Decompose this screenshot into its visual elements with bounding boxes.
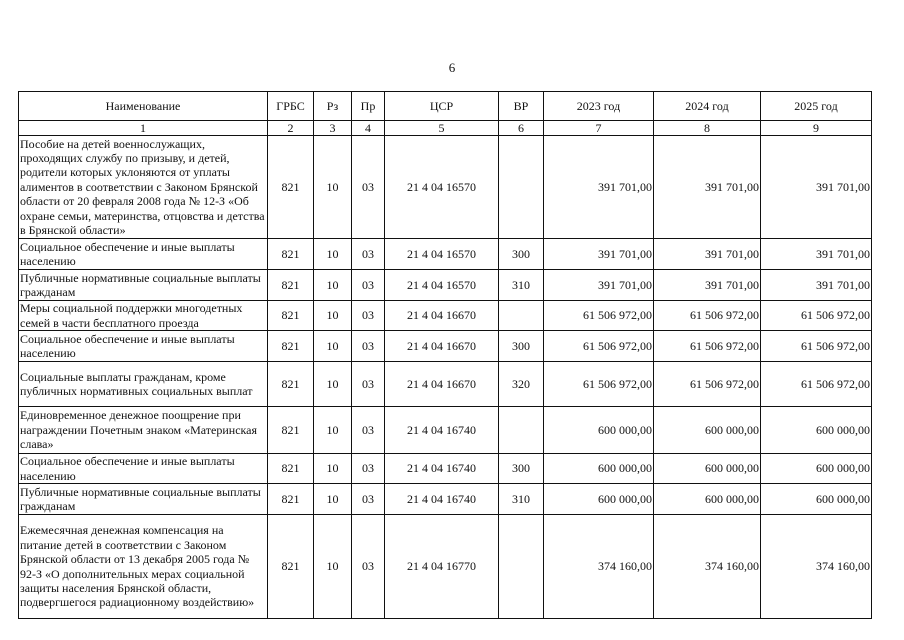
row-grbs: 821 <box>268 484 314 515</box>
table-row <box>19 362 872 407</box>
row-pr: 03 <box>352 407 385 454</box>
table-row <box>19 301 872 331</box>
row-vr: 320 <box>499 362 544 407</box>
table-row <box>19 484 872 515</box>
row-vr <box>499 301 544 331</box>
header-name: Наименование <box>19 92 268 121</box>
row-pr: 03 <box>352 301 385 331</box>
header-grbs: ГРБС <box>268 92 314 121</box>
row-rz: 10 <box>314 362 352 407</box>
row-grbs: 821 <box>268 136 314 239</box>
row-name: Ежемесячная денежная компенсация на питание детей в соответствии с Законом Брянской области от 13 декабря 2005 года № 92-З «О дополнительных мерах социальной защиты населения Брянской области, подвергшегося радиационному воздействию» <box>19 515 268 619</box>
row-vr: 310 <box>499 484 544 515</box>
row-vr <box>499 407 544 454</box>
row-pr: 03 <box>352 239 385 270</box>
row-csr: 21 4 04 16670 <box>385 301 499 331</box>
table-row <box>19 407 872 454</box>
row-amount-2025: 61 506 972,00 <box>761 301 872 331</box>
row-amount-2025: 391 701,00 <box>761 136 872 239</box>
header-2025: 2025 год <box>761 92 872 121</box>
row-grbs: 821 <box>268 270 314 301</box>
row-amount-2024: 600 000,00 <box>654 484 761 515</box>
row-rz: 10 <box>314 331 352 362</box>
row-vr <box>499 515 544 619</box>
row-grbs: 821 <box>268 454 314 484</box>
row-vr <box>499 136 544 239</box>
row-pr: 03 <box>352 362 385 407</box>
header-2024: 2024 год <box>654 92 761 121</box>
row-amount-2023: 61 506 972,00 <box>544 331 654 362</box>
row-amount-2024: 61 506 972,00 <box>654 331 761 362</box>
table-row <box>19 270 872 301</box>
row-rz: 10 <box>314 270 352 301</box>
row-rz: 10 <box>314 136 352 239</box>
row-pr: 03 <box>352 484 385 515</box>
row-amount-2023: 374 160,00 <box>544 515 654 619</box>
row-grbs: 821 <box>268 407 314 454</box>
row-amount-2023: 391 701,00 <box>544 270 654 301</box>
row-vr: 310 <box>499 270 544 301</box>
row-pr: 03 <box>352 270 385 301</box>
row-rz: 10 <box>314 301 352 331</box>
row-name: Пособие на детей военнослужащих, проходящих службу по призыву, и детей, родители которых уклоняются от уплаты алиментов в соответствии с Законом Брянской области от 20 февраля 2008 года № 12-З «Об охране семьи, материнства, отцовства и детства в Брянской области» <box>19 136 268 239</box>
row-amount-2023: 61 506 972,00 <box>544 301 654 331</box>
page-number: 6 <box>448 60 456 75</box>
row-amount-2024: 600 000,00 <box>654 407 761 454</box>
row-csr: 21 4 04 16770 <box>385 515 499 619</box>
column-number: 5 <box>385 121 499 136</box>
row-pr: 03 <box>352 454 385 484</box>
header-rz: Рз <box>314 92 352 121</box>
row-amount-2025: 61 506 972,00 <box>761 362 872 407</box>
row-pr: 03 <box>352 515 385 619</box>
row-amount-2024: 61 506 972,00 <box>654 362 761 407</box>
row-csr: 21 4 04 16740 <box>385 407 499 454</box>
table-row <box>19 136 872 239</box>
header-vr: ВР <box>499 92 544 121</box>
header-pr: Пр <box>352 92 385 121</box>
row-amount-2025: 600 000,00 <box>761 454 872 484</box>
row-csr: 21 4 04 16670 <box>385 331 499 362</box>
row-amount-2025: 391 701,00 <box>761 270 872 301</box>
row-amount-2023: 391 701,00 <box>544 239 654 270</box>
row-grbs: 821 <box>268 331 314 362</box>
row-rz: 10 <box>314 515 352 619</box>
header-csr: ЦСР <box>385 92 499 121</box>
column-number: 3 <box>314 121 352 136</box>
row-csr: 21 4 04 16740 <box>385 484 499 515</box>
row-rz: 10 <box>314 239 352 270</box>
row-csr: 21 4 04 16570 <box>385 136 499 239</box>
table-row <box>19 331 872 362</box>
column-number-row <box>19 121 872 136</box>
row-name: Социальное обеспечение и иные выплаты населению <box>19 239 268 270</box>
row-vr: 300 <box>499 454 544 484</box>
table-row <box>19 239 872 270</box>
row-name: Публичные нормативные социальные выплаты гражданам <box>19 484 268 515</box>
row-amount-2023: 600 000,00 <box>544 454 654 484</box>
row-amount-2025: 61 506 972,00 <box>761 331 872 362</box>
row-name: Социальные выплаты гражданам, кроме публичных нормативных социальных выплат <box>19 362 268 407</box>
table-row <box>19 454 872 484</box>
row-amount-2024: 61 506 972,00 <box>654 301 761 331</box>
column-number: 7 <box>544 121 654 136</box>
row-vr: 300 <box>499 239 544 270</box>
row-amount-2023: 600 000,00 <box>544 407 654 454</box>
row-pr: 03 <box>352 136 385 239</box>
row-amount-2023: 391 701,00 <box>544 136 654 239</box>
row-grbs: 821 <box>268 239 314 270</box>
row-name: Меры социальной поддержки многодетных семей в части бесплатного проезда <box>19 301 268 331</box>
row-name: Социальное обеспечение и иные выплаты населению <box>19 454 268 484</box>
row-name: Социальное обеспечение и иные выплаты населению <box>19 331 268 362</box>
row-amount-2025: 374 160,00 <box>761 515 872 619</box>
row-vr: 300 <box>499 331 544 362</box>
header-row <box>19 92 872 121</box>
row-amount-2024: 600 000,00 <box>654 454 761 484</box>
row-amount-2023: 61 506 972,00 <box>544 362 654 407</box>
row-rz: 10 <box>314 407 352 454</box>
column-number: 4 <box>352 121 385 136</box>
column-number: 6 <box>499 121 544 136</box>
budget-table <box>18 91 872 619</box>
header-2023: 2023 год <box>544 92 654 121</box>
row-amount-2024: 391 701,00 <box>654 270 761 301</box>
row-amount-2024: 391 701,00 <box>654 136 761 239</box>
row-amount-2025: 600 000,00 <box>761 484 872 515</box>
row-rz: 10 <box>314 484 352 515</box>
column-number: 1 <box>19 121 268 136</box>
row-rz: 10 <box>314 454 352 484</box>
row-amount-2024: 374 160,00 <box>654 515 761 619</box>
row-name: Публичные нормативные социальные выплаты гражданам <box>19 270 268 301</box>
column-number: 8 <box>654 121 761 136</box>
row-amount-2025: 391 701,00 <box>761 239 872 270</box>
row-name: Единовременное денежное поощрение при награждении Почетным знаком «Материнская слава» <box>19 407 268 454</box>
row-grbs: 821 <box>268 362 314 407</box>
row-amount-2023: 600 000,00 <box>544 484 654 515</box>
table-row <box>19 515 872 619</box>
row-csr: 21 4 04 16740 <box>385 454 499 484</box>
column-number: 9 <box>761 121 872 136</box>
row-csr: 21 4 04 16670 <box>385 362 499 407</box>
row-pr: 03 <box>352 331 385 362</box>
row-grbs: 821 <box>268 301 314 331</box>
row-amount-2024: 391 701,00 <box>654 239 761 270</box>
row-amount-2025: 600 000,00 <box>761 407 872 454</box>
row-csr: 21 4 04 16570 <box>385 239 499 270</box>
row-grbs: 821 <box>268 515 314 619</box>
row-csr: 21 4 04 16570 <box>385 270 499 301</box>
column-number: 2 <box>268 121 314 136</box>
